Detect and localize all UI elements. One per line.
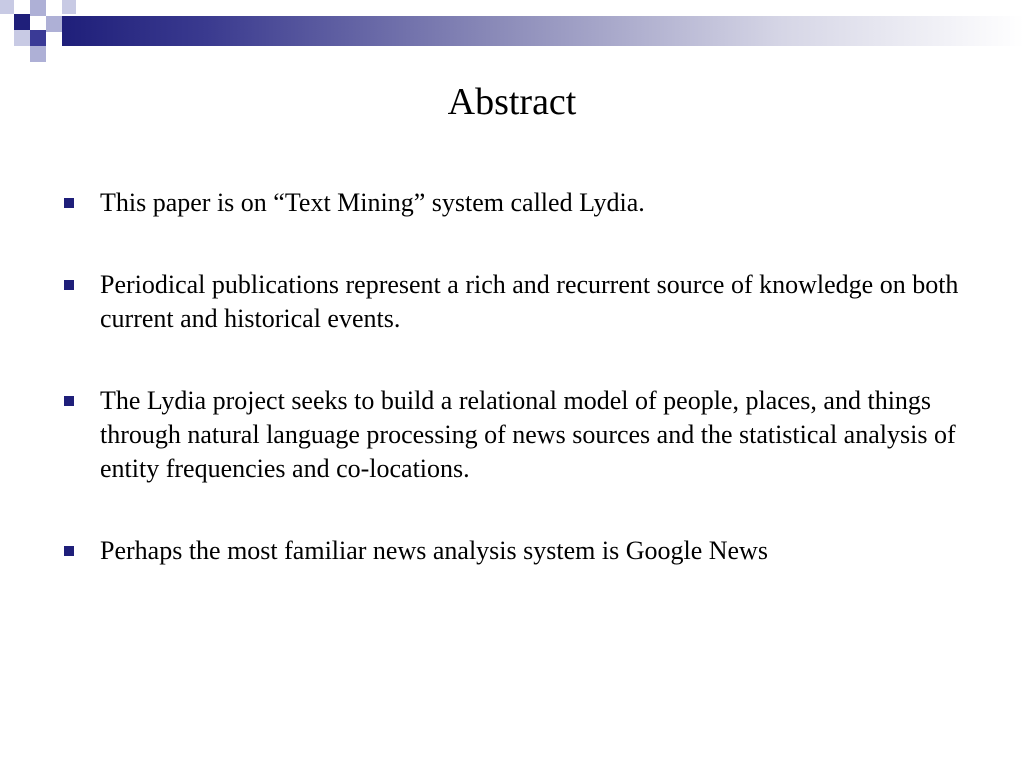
decor-square xyxy=(30,0,46,16)
bullet-list xyxy=(62,186,972,616)
decor-square xyxy=(0,0,14,14)
decor-square xyxy=(30,46,46,62)
slide-title: Abstract xyxy=(447,81,577,123)
bullet-text: Perhaps the most familiar news analysis system is Google News xyxy=(100,536,768,565)
square-bullet-icon xyxy=(64,280,74,290)
decor-square xyxy=(62,0,76,14)
bullet-text: Periodical publications represent a rich and recurrent source of knowledge on both current and historical events. xyxy=(100,270,959,333)
decor-square xyxy=(46,16,62,32)
bullet-text: The Lydia project seeks to build a relational model of people, places, and things through natural language processing of news sources and the statistical analysis of entity frequencies and co-locations. xyxy=(100,386,956,483)
decor-square xyxy=(30,30,46,46)
decor-square xyxy=(14,14,30,30)
square-bullet-icon xyxy=(64,396,74,406)
header-gradient-bar xyxy=(62,16,1024,46)
square-bullet-icon xyxy=(64,546,74,556)
bullet-item xyxy=(62,186,972,220)
decor-square xyxy=(14,30,30,46)
bullet-item xyxy=(62,384,972,486)
bullet-item xyxy=(62,268,972,336)
square-bullet-icon xyxy=(64,198,74,208)
bullet-item xyxy=(62,534,972,568)
bullet-text: This paper is on “Text Mining” system called Lydia. xyxy=(100,188,645,217)
